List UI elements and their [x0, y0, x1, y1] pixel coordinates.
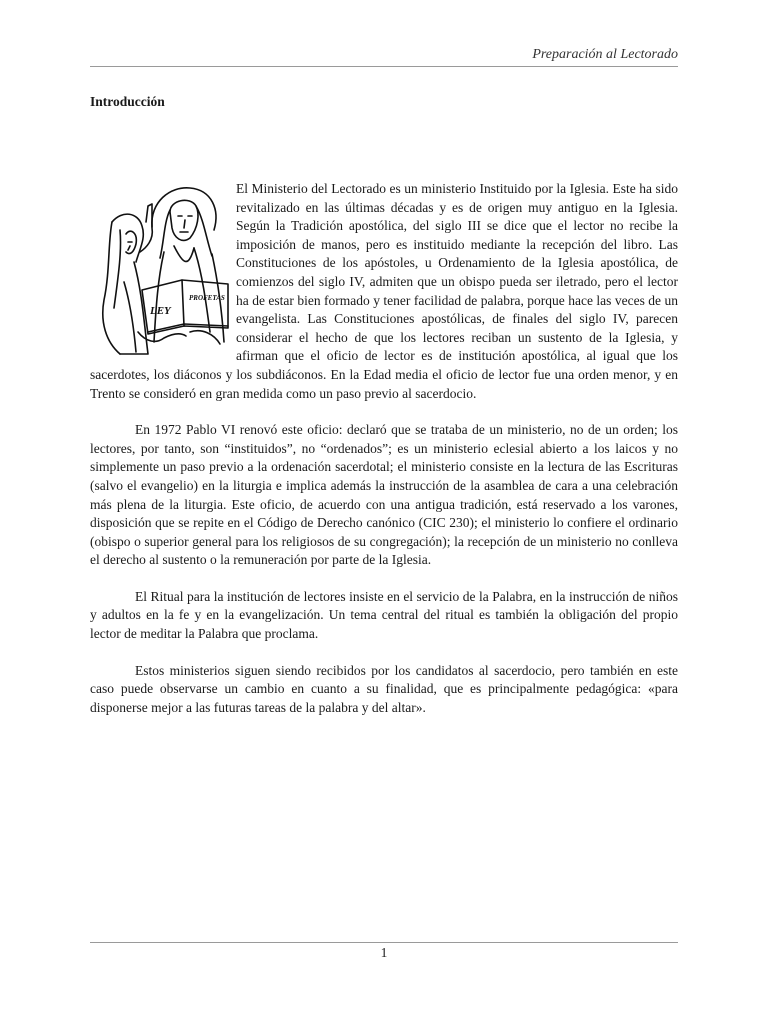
section-title: Introducción	[90, 94, 165, 109]
book-left-label: LEY	[150, 305, 171, 317]
paragraph-1: El Ministerio del Lectorado es un ministerio Instituido por la Iglesia. Este ha sido revitalizado en las últimas décadas y es de origen muy antiguo en la Iglesia. Según la Tradición apostólica, del siglo III se dice que el lector no recibe la imposición de manos, pero es instituido mediante la recepción del libro. Las Constituciones de los apóstoles, u Ordenamiento de la Iglesia apostólica, de comienzos del siglo IV, admiten que un obispo pueda ser iletrado, pero el lector ha de estar bien formado y tener facilidad de palabra, porque hace las veces de un evangelista. Las Constituciones apostólicas, de finales del siglo IV, parecen considerar el hecho de que los lectores reciban un sustento de la Iglesia, y afirman que el oficio de lector es de institución apostólica, al igual que los sacerdotes, los diáconos y los subdiáconos. En la Edad media el oficio de lector fue una orden menor, y en Trento se consideró en gran medida como un paso previo al sacerdocio.	[90, 181, 678, 401]
page-header	[90, 44, 678, 67]
ministers-illustration	[90, 182, 230, 362]
paragraph-4: Estos ministerios siguen siendo recibidos por los candidatos al sacerdocio, pero también en este caso puede observarse un cambio en cuanto a su finalidad, que es principalmente pedagógica: «para disponerse mejor a las futuras tareas de la palabra y del altar».	[90, 662, 678, 715]
paragraph-2: En 1972 Pablo VI renovó este oficio: declaró que se trataba de un ministerio, no de un orden; los lectores, por tanto, son “instituidos”, no “ordenados”; es un ministerio eclesial abierto a los laicos y no simplemente un paso previo a la ordenación sacerdotal; el ministerio consiste en la lectura de las Escrituras (salvo el evangelio) en la liturgia e implica además la instrucción de la asamblea de cara a una celebración más plena de la liturgia. Este oficio, de acuerdo con una antigua tradición, está reservado a los varones, disposición que se repite en el Código de Derecho canónico (CIC 230); el ministerio lo confiere el ordinario (obispo o superior general para los religiosos de su congregación); la recepción de un ministerio no conlleva el derecho al sustento o la remuneración por parte de la Iglesia.	[90, 422, 678, 568]
page-number: 1	[380, 945, 388, 960]
body-text	[90, 180, 678, 735]
paragraph-3: El Ritual para la institución de lectores insiste en el servicio de la Palabra, en la instrucción de niños y adultos en la fe y en la evangelización. Un tema central del ritual es también la obligación del propio lector de meditar la Palabra que proclama.	[90, 588, 678, 642]
footer-rule	[90, 942, 678, 943]
header-title: Preparación al Lectorado	[532, 47, 678, 62]
book-right-label: PROFETAS	[189, 294, 225, 302]
